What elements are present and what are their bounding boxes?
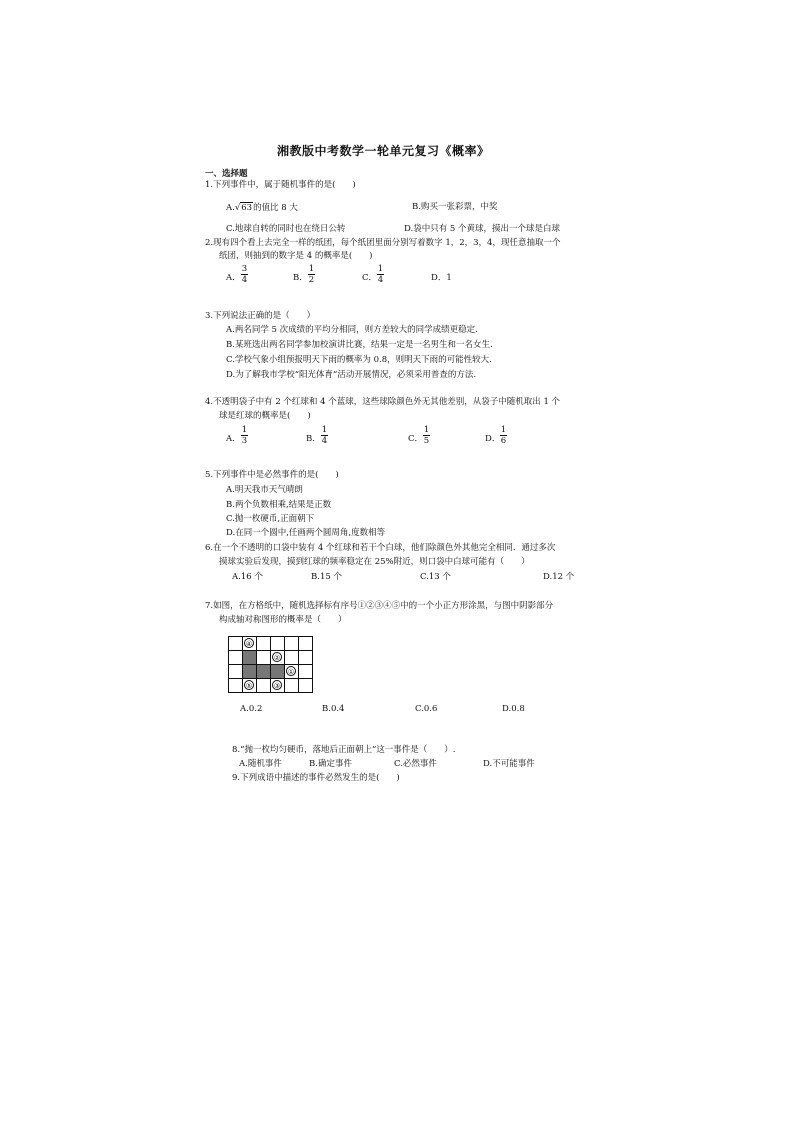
page-title: 湘教版中考数学一轮单元复习《概率》 xyxy=(277,144,490,158)
question-6-option-b: B.15 个 xyxy=(311,572,342,582)
question-1-option-d: D.袋中只有 5 个黄球，摸出一个球是白球 xyxy=(404,224,561,234)
grid-label-5: ⑤ xyxy=(245,682,253,690)
question-4-option-b-label: B． xyxy=(306,434,321,444)
question-5-option-d: D.在同一个圆中,任画两个圆周角,度数相等 xyxy=(226,528,386,538)
question-2-option-d: D．1 xyxy=(431,273,452,283)
question-8-option-c: C.必然事件 xyxy=(394,759,437,769)
question-2-option-c-fraction xyxy=(377,264,384,285)
grid-label-1: ① xyxy=(287,668,295,676)
question-6-option-c: C.13 个 xyxy=(420,572,451,582)
sqrt-sign: √ xyxy=(234,203,241,213)
question-2-option-c-label: C． xyxy=(362,273,378,283)
question-3-option-c: C.学校气象小组预报明天下雨的概率为 0.8，则明天下雨的可能性较大. xyxy=(226,355,492,365)
numerator: 1 xyxy=(377,264,384,274)
sqrt-radicand: 63 xyxy=(241,203,253,213)
question-6-stem-line2: 摸球实验后发现，摸到红球的频率稳定在 25%附近，则口袋中白球可能有（ ） xyxy=(219,557,530,567)
question-5-option-b: B.两个负数相乘,结果是正数 xyxy=(226,500,332,510)
question-7-stem-line1: 7.如图，在方格纸中，随机选择标有序号①②③④⑤中的一个小正方形涂黑，与图中阴影部分 xyxy=(205,601,554,611)
grid-lines xyxy=(228,636,313,693)
question-6-option-a: A.16 个 xyxy=(232,572,263,582)
question-4-option-c-label: C． xyxy=(408,434,424,444)
denominator: 5 xyxy=(423,436,430,446)
numerator: 1 xyxy=(321,425,328,435)
question-7-option-a: A.0.2 xyxy=(240,704,263,714)
numerator: 3 xyxy=(241,264,248,274)
question-2-stem-line1: 2.现有四个看上去完全一样的纸团，每个纸团里面分别写着数字 1，2，3，4，现任意抽取一个 xyxy=(205,238,561,248)
question-4-stem-line1: 4.不透明袋子中有 2 个红球和 4 个蓝球，这些球除颜色外无其他差别，从袋子中随机取出 1 个 xyxy=(205,397,561,407)
question-9-stem: 9.下列成语中描述的事件必然发生的是( ) xyxy=(232,773,400,783)
question-8-option-a: A.随机事件 xyxy=(239,759,282,769)
option-a-prefix: A. xyxy=(226,203,235,213)
denominator: 4 xyxy=(377,275,384,285)
question-3-option-b: B.某班选出两名同学参加校演讲比赛，结果一定是一名男生和一名女生. xyxy=(226,340,493,350)
question-1-option-c: C.地球自转的同时也在绕日公转 xyxy=(226,224,346,234)
question-2-option-b-label: B． xyxy=(293,273,308,283)
grid-figure xyxy=(228,636,312,692)
grid-label-3: ③ xyxy=(273,682,281,690)
question-7-option-c: C.0.6 xyxy=(415,704,438,714)
denominator: 4 xyxy=(241,275,248,285)
question-2-stem-line2: 纸团，则抽到的数字是 4 的概率是( ) xyxy=(219,251,373,261)
question-8-stem: 8.“抛一枚均匀硬币，落地后正面朝上”这一事件是（ ）. xyxy=(232,745,456,755)
question-7-option-b: B.0.4 xyxy=(322,704,345,714)
numerator: 1 xyxy=(423,425,430,435)
question-3-option-a: A.两名同学 5 次成绩的平均分相同，则方差较大的同学成绩更稳定. xyxy=(226,325,478,335)
question-3-option-d: D.为了解我市学校“阳光体育”活动开展情况，必须采用普查的方法. xyxy=(226,370,477,380)
question-4-option-b-fraction xyxy=(321,425,328,446)
question-5-option-c: C.抛一枚硬币,正面朝下 xyxy=(226,514,315,524)
question-6-option-d: D.12 个 xyxy=(543,572,575,582)
denominator: 6 xyxy=(500,436,507,446)
question-2-option-b-fraction xyxy=(308,264,315,285)
question-4-option-d-fraction xyxy=(500,425,507,446)
question-1-option-b: B.购买一张彩票，中奖 xyxy=(412,202,498,212)
grid-label-2: ② xyxy=(273,654,281,662)
question-8-option-d: D.不可能事件 xyxy=(483,759,535,769)
question-4-stem-line2: 球是红球的概率是( ) xyxy=(219,411,311,421)
question-2-option-a-label: A． xyxy=(226,273,241,283)
numerator: 1 xyxy=(308,264,315,274)
grid-label-4: ④ xyxy=(245,640,253,648)
question-4-option-a-label: A． xyxy=(226,434,241,444)
question-6-stem-line1: 6.在一个不透明的口袋中装有 4 个红球和若干个白球，他们除颜色外其他完全相同．通过多次 xyxy=(205,543,556,553)
question-5-option-a: A.明天我市天气晴朗 xyxy=(226,485,303,495)
question-1-option-a xyxy=(226,202,298,214)
section-heading: 一、选择题 xyxy=(205,169,248,179)
denominator: 3 xyxy=(241,436,248,446)
question-5-stem: 5.下列事件中是必然事件的是( ) xyxy=(205,470,339,480)
denominator: 4 xyxy=(321,436,328,446)
numerator: 1 xyxy=(241,425,248,435)
denominator: 2 xyxy=(308,275,315,285)
question-7-option-d: D.0.8 xyxy=(502,704,525,714)
question-4-option-c-fraction xyxy=(423,425,430,446)
question-1-stem: 1.下列事件中，属于随机事件的是( ) xyxy=(205,180,356,190)
question-8-option-b: B.确定事件 xyxy=(309,759,352,769)
question-2-option-a-fraction xyxy=(241,264,248,285)
option-a-suffix: 的值比 8 大 xyxy=(253,203,298,213)
numerator: 1 xyxy=(500,425,507,435)
question-4-option-d-label: D． xyxy=(485,434,501,444)
question-3-stem: 3.下列说法正确的是（ ） xyxy=(205,311,316,321)
question-4-option-a-fraction xyxy=(241,425,248,446)
question-7-stem-line2: 构成轴对称图形的概率是（ ） xyxy=(219,615,347,625)
